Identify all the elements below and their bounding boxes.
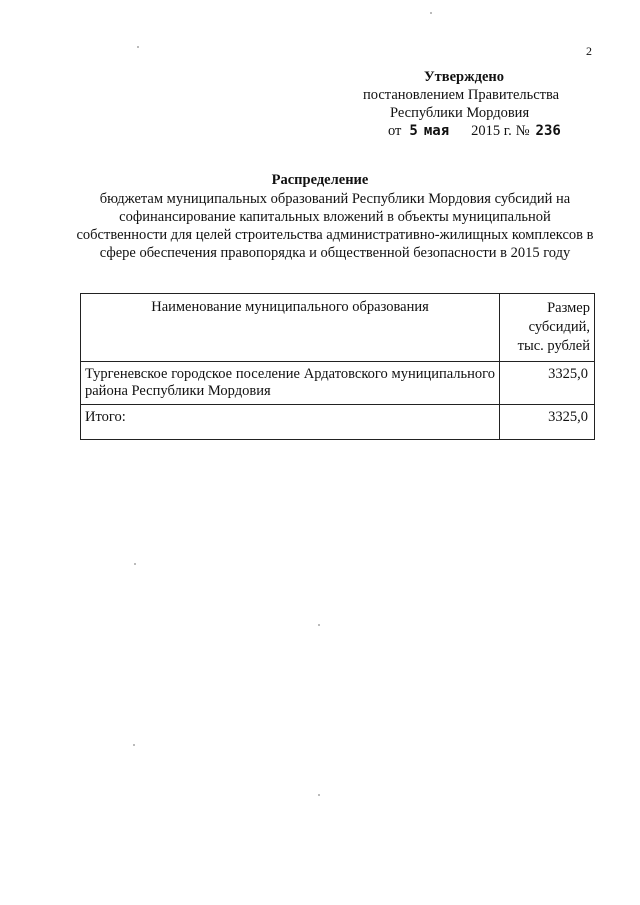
header-amount	[500, 294, 595, 362]
header-amount-line3: тыс. рублей	[517, 338, 590, 354]
approval-number-sign: №	[515, 123, 530, 139]
scan-speck	[318, 624, 320, 626]
total-amount: 3325,0	[500, 405, 595, 440]
table-total-row	[81, 405, 595, 440]
approval-number: 236	[535, 123, 561, 139]
page-number: 2	[586, 44, 592, 58]
approval-month: мая	[423, 123, 450, 139]
document-title: Распределение	[271, 172, 369, 188]
scan-speck	[137, 46, 139, 48]
distribution-table	[80, 293, 595, 440]
scan-speck	[133, 744, 135, 746]
approval-day: 5	[409, 123, 418, 139]
approval-from: от	[388, 123, 402, 139]
approval-heading: Утверждено	[424, 69, 504, 85]
header-municipality: Наименование муниципального образования	[81, 294, 500, 362]
scan-speck	[318, 794, 320, 796]
table-header-row	[81, 294, 595, 362]
header-amount-line1: Размер	[547, 300, 590, 316]
approval-date-line	[388, 122, 561, 140]
approval-year: 2015 г.	[471, 123, 512, 139]
document-subtitle: бюджетам муниципальных образований Республики Мордовия субсидий на софинансирование капитальных вложений в объекты муниципальной собственности для целей строительства административно-жилищных комплексов в сфере обеспечения правопорядка и общественной безопасности в 2015 году	[76, 191, 594, 261]
approval-line-decree: постановлением Правительства	[363, 87, 560, 103]
table-row	[81, 362, 595, 405]
header-amount-line2: субсидий,	[528, 319, 590, 335]
total-label: Итого:	[81, 405, 500, 440]
row-municipality: Тургеневское городское поселение Ардатовского муниципального района Республики Мордовия	[81, 362, 500, 405]
scan-speck	[134, 563, 136, 565]
scan-speck	[430, 12, 432, 14]
row-amount: 3325,0	[500, 362, 595, 405]
approval-line-republic: Республики Мордовия	[390, 105, 530, 121]
